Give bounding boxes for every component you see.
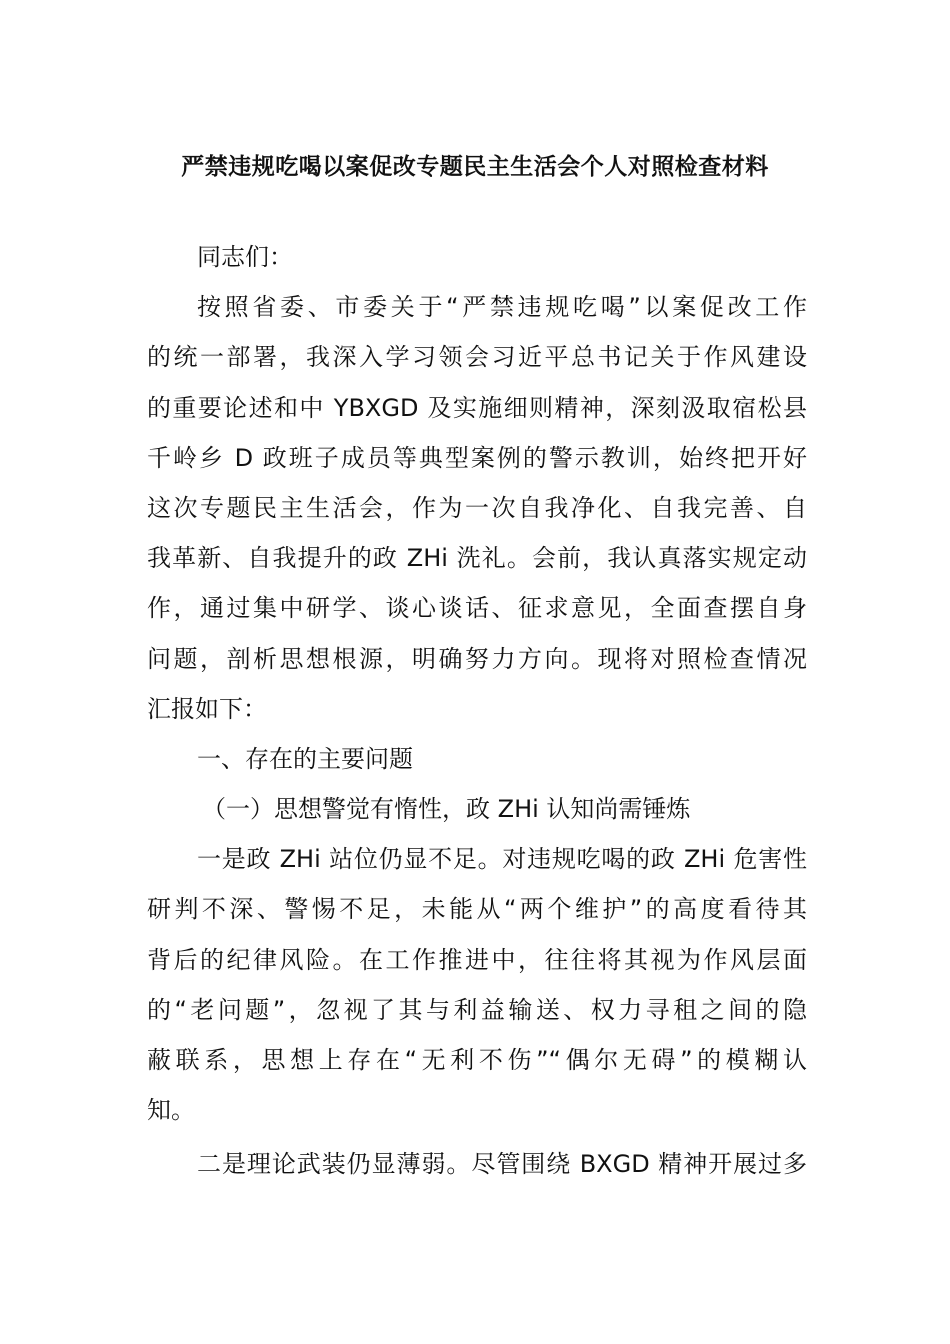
paragraph-line: 我革新、自我提升的政 ZHi 洗礼。会前，我认真落实规定动 xyxy=(147,544,807,573)
paragraph-line: 研判不深、警惕不足，未能从“两个维护”的高度看待其 xyxy=(147,895,807,924)
intro-paragraph xyxy=(147,282,807,734)
section-heading: 一、存在的主要问题 xyxy=(197,744,413,773)
paragraph-line: 二是理论武装仍显薄弱。尽管围绕 BXGD 精神开展过多 xyxy=(197,1150,807,1179)
paragraph-line: 作，通过集中研学、谈心谈话、征求意见，全面查摆自身 xyxy=(147,594,807,623)
document-title: 严禁违规吃喝以案促改专题民主生活会个人对照检查材料 xyxy=(181,153,769,180)
paragraph-line: 按照省委、市委关于“严禁违规吃喝”以案促改工作 xyxy=(197,293,807,322)
point-one-paragraph xyxy=(147,834,807,1135)
subsection-heading: （一）思想警觉有惰性，政 ZHi 认知尚需锤炼 xyxy=(202,795,691,824)
paragraph-line: 问题，剖析思想根源，明确努力方向。现将对照检查情况 xyxy=(147,644,807,673)
paragraph-line: 背后的纪律风险。在工作推进中，往往将其视为作风层面 xyxy=(147,945,807,974)
document-body xyxy=(147,232,807,1190)
paragraph-line: 的“老问题”，忽视了其与利益输送、权力寻租之间的隐 xyxy=(147,995,807,1024)
paragraph-line: 一是政 ZHi 站位仍显不足。对违规吃喝的政 ZHi 危害性 xyxy=(197,845,807,874)
paragraph-line: 千岭乡 D 政班子成员等典型案例的警示教训，始终把开好 xyxy=(147,443,807,472)
paragraph-line: 知。 xyxy=(147,1096,195,1125)
point-two-paragraph xyxy=(147,1139,807,1189)
paragraph-line: 的重要论述和中 YBXGD 及实施细则精神，深刻汲取宿松县 xyxy=(147,393,807,422)
paragraph-line: 蔽联系，思想上存在“无利不伤”“偶尔无碍”的模糊认 xyxy=(147,1046,807,1074)
salutation: 同志们： xyxy=(197,243,293,271)
paragraph-line: 的统一部署，我深入学习领会习近平总书记关于作风建设 xyxy=(147,343,807,372)
paragraph-line: 这次专题民主生活会，作为一次自我净化、自我完善、自 xyxy=(147,493,807,522)
paragraph-line: 汇报如下： xyxy=(147,694,267,723)
